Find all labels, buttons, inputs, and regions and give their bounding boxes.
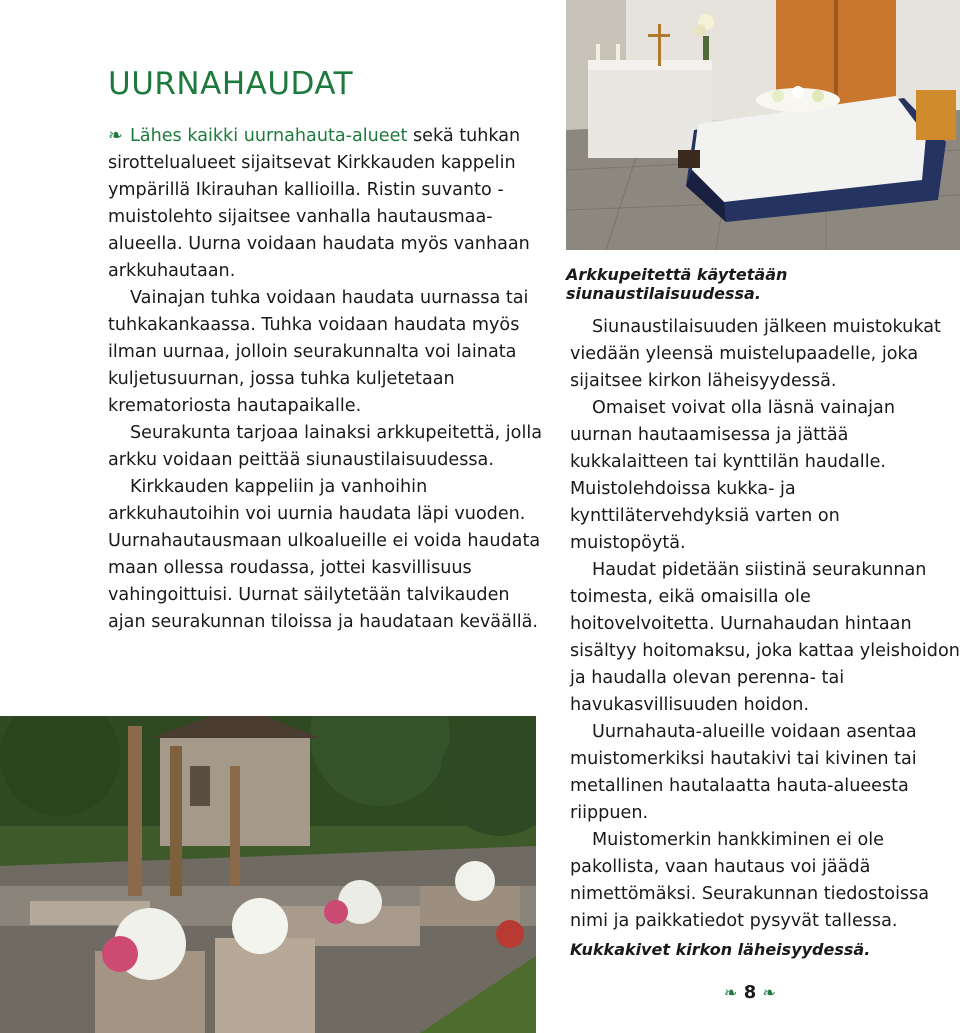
paragraph-4: Kirkkauden kappeliin ja vanhoihin arkkuhautoihin voi uurnia haudata läpi vuoden. Uurnahautausmaan ulkoalueille ei voida haudata maan ollessa roudassa, jottei kasvillisuus vahingoittuisi. Uurnat säilytetään talvikauden ajan seurakunnan tiloissa ja haudataan keväällä. xyxy=(108,477,541,632)
chapel-coffin-photo xyxy=(566,0,960,250)
paragraph-5: Siunaustilaisuuden jälkeen muistokukat viedään yleensä muistelupaadelle, joka sijaitsee kirkon läheisyydessä. xyxy=(570,317,941,391)
right-column xyxy=(570,314,960,935)
yard-photo-illustration xyxy=(0,716,536,1033)
paragraph-8: Uurnahauta-alueille voidaan asentaa muistomerkiksi hautakivi tai kivinen tai metallinen hautalaatta hauta-alueesta riippuen. xyxy=(570,722,917,823)
caption-chapel-photo: Arkkupeitettä käytetään siunaustilaisuudessa. xyxy=(566,265,788,303)
leaf-ornament-icon: ❧ xyxy=(108,126,123,146)
left-column xyxy=(108,123,548,636)
caption-yard-photo: Kukkakivet kirkon läheisyydessä. xyxy=(570,940,871,959)
leaf-ornament-left-icon: ❧ xyxy=(724,983,738,1002)
paragraph-3: Seurakunta tarjoaa lainaksi arkkupeitettä, jolla arkku voidaan peittää siunaustilaisuudessa. xyxy=(108,423,543,470)
paragraph-1 xyxy=(108,123,548,285)
paragraph-7: Haudat pidetään siistinä seurakunnan toimesta, eikä omaisilla ole hoitovelvoitetta. Uurnahaudan hintaan sisältyy hoitomaksu, joka kattaa yleishoidon ja haudalla olevan perenna- tai havukasvillisuuden hoidon. xyxy=(570,560,960,715)
page-number-footer xyxy=(700,982,800,1003)
paragraph-1-highlight: Lähes kaikki uurnahauta-alueet xyxy=(130,126,408,146)
leaf-ornament-right-icon: ❧ xyxy=(762,983,776,1002)
chapel-photo-illustration xyxy=(566,0,960,250)
paragraph-6: Omaiset voivat olla läsnä vainajan uurnan hautaamisessa ja jättää kukkalaitteen tai kynttilän haudalle. Muistolehdoissa kukka- ja kynttilätervehdyksiä varten on muistopöytä. xyxy=(570,398,895,553)
paragraph-1-text: sekä tuhkan sirottelualueet sijaitsevat Kirkkauden kappelin ympärillä Ikirauhan kallioilla. Ristin suvanto -muistolehto sijaitsee vanhalla hautausmaa-alueella. Uurna voidaan haudata myös vanhaan arkkuhautaan. xyxy=(108,126,530,281)
page-title: UURNAHAUDAT xyxy=(108,66,354,102)
paragraph-2: Vainajan tuhka voidaan haudata uurnassa tai tuhkakankaassa. Tuhka voidaan haudata myös ilman uurnaa, jolloin seurakunnalta voi lainata kuljetusuurnan, jossa tuhka kuljetetaan krematoriosta hautapaikalle. xyxy=(108,288,529,416)
flower-stones-photo xyxy=(0,716,536,1033)
paragraph-9: Muistomerkin hankkiminen ei ole pakollista, vaan hautaus voi jäädä nimettömäksi. Seurakunnan tiedostoissa nimi ja paikkatiedot pysyvät tallessa. xyxy=(570,830,930,931)
page-number: 8 xyxy=(743,982,757,1003)
